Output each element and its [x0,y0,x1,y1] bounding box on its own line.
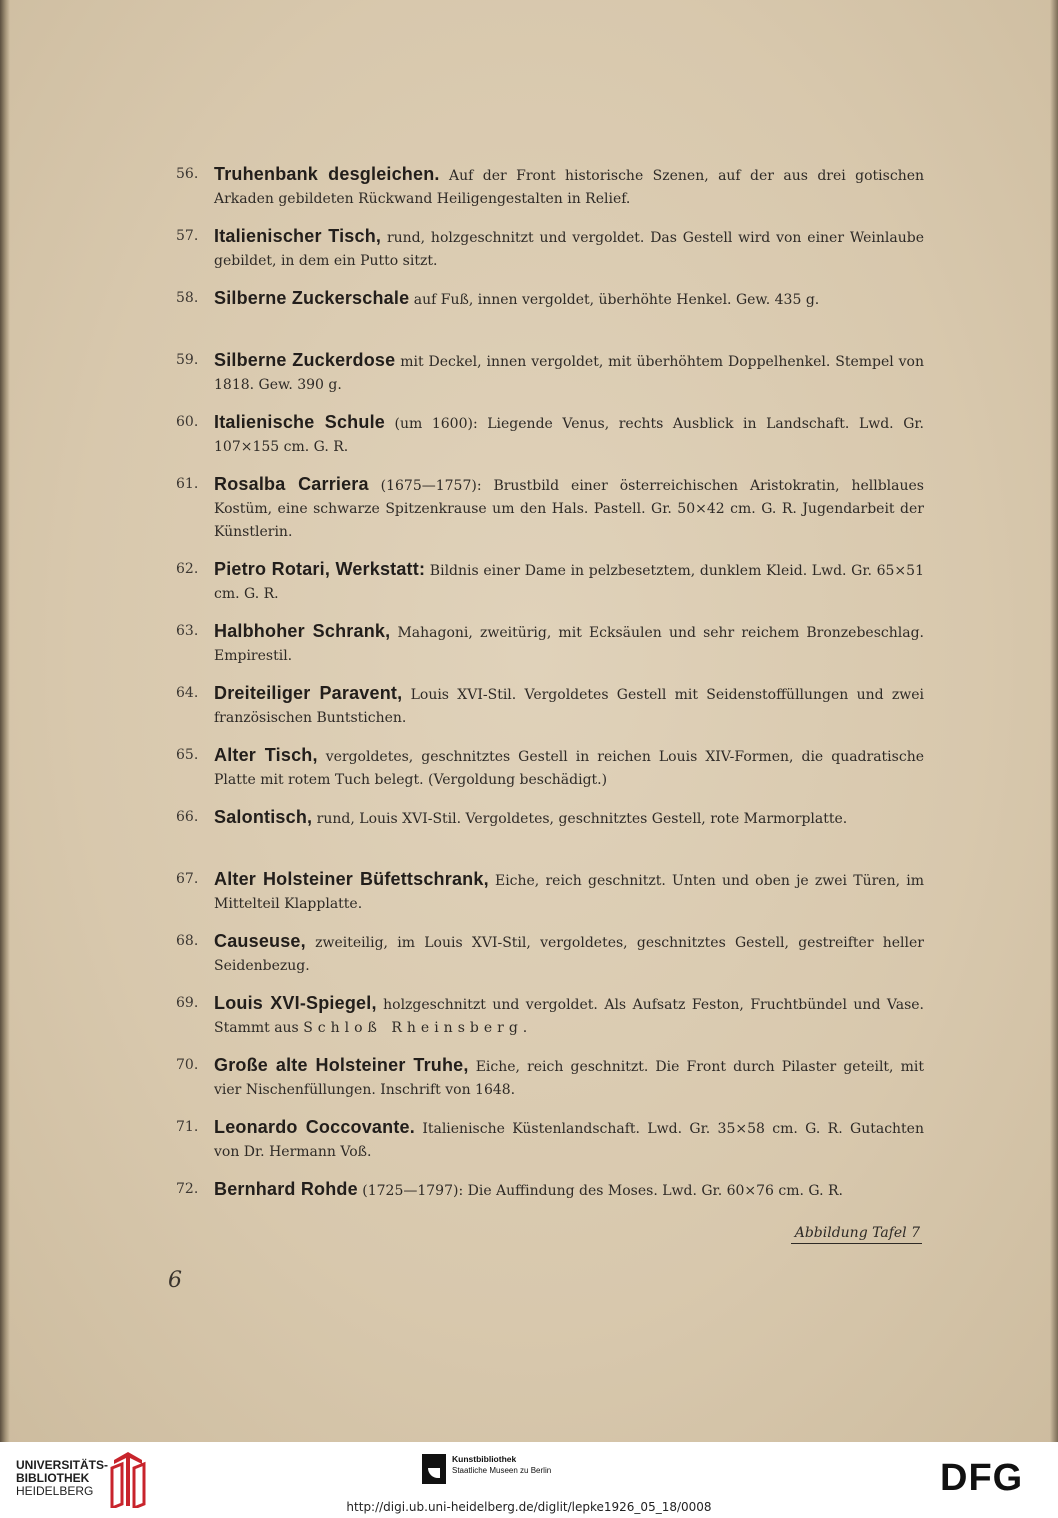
entry-number: 60. [176,414,199,430]
entry-number: 61. [176,476,199,492]
entry-text: rund, holzgeschnitzt und vergoldet. Das Gestell wird von einer Weinlaube gebildet, in dem ein Putto sitzt. [214,230,924,269]
entry-text: mit Deckel, innen vergoldet, mit überhöhtem Doppelhenkel. Stempel von 1818. Gew. 390 g. [214,354,924,393]
kb-title: Kunstbibliothek [452,1454,517,1464]
entry-text: (1725—1797): Die Auffindung des Moses. Lwd. Gr. 60×76 cm. G. R. [357,1183,844,1199]
entry-text: Louis XVI-Stil. Vergoldetes Gestell mit Seidenstoffüllungen und zwei französischen Buntstichen. [214,687,924,726]
entry-number: 63. [176,623,199,639]
catalog-entry [172,1054,924,1116]
catalog-entry [172,930,924,992]
entry-number: 69. [176,995,199,1011]
entry-number: 71. [176,1119,199,1135]
ub-logo-line: UNIVERSITÄTS- [16,1458,109,1472]
entry-number: 66. [176,809,199,825]
entry-heading: Pietro Rotari, Werkstatt: [214,559,426,579]
digitization-footer [0,1442,1058,1518]
entry-text: holzgeschnitzt und vergoldet. Als Aufsatz Feston, Fruchtbündel und Vase. Stammt aus [214,997,924,1036]
catalog-entry [172,806,924,845]
entry-heading: Dreiteiliger Paravent, [214,683,403,703]
catalog-entry [172,411,924,473]
catalog-entry [172,163,924,225]
dfg-logo[interactable]: DFG [940,1457,1024,1499]
entry-heading: Italienischer Tisch, [214,226,382,246]
entry-text-tail: . [522,1020,528,1036]
entry-heading: Salontisch, [214,807,313,827]
entry-heading: Silberne Zuckerdose [214,350,396,370]
catalog-entry [172,225,924,287]
catalog-entry [172,349,924,411]
entry-heading: Alter Holsteiner Büfettschrank, [214,869,489,889]
plate-reference: Abbildung Tafel 7 [791,1224,922,1244]
entry-number: 58. [176,290,199,306]
entry-heading: Große alte Holsteiner Truhe, [214,1055,469,1075]
entry-text: Auf der Front historische Szenen, auf der aus drei gotischen Arkaden gebildeten Rückwand Heiligengestalten in Relief. [214,168,925,207]
entry-text: Italienische Küstenlandschaft. Lwd. Gr. 35×58 cm. G. R. Gutachten von Dr. Hermann Voß. [214,1121,924,1160]
entry-number: 57. [176,228,199,244]
kunstbibliothek-mark-icon [422,1454,446,1484]
entry-heading: Leonardo Coccovante. [214,1117,415,1137]
page-edge-right [1050,0,1058,1442]
entry-heading: Italienische Schule [214,412,385,432]
page-edge-left [0,0,10,1442]
permalink-url[interactable]: http://digi.ub.uni-heidelberg.de/diglit/lepke1926_05_18/0008 [346,1500,712,1514]
entry-text: (1675—1757): Brustbild einer österreichischen Aristokratin, hellblaues Kostüm, eine schwarze Spitzenkrause um den Hals. Pastell. Gr. 50×42 cm. G. R. Jugendarbeit der Künstlerin. [214,478,924,540]
kb-subtitle: Staatliche Museen zu Berlin [452,1466,552,1475]
entry-number: 68. [176,933,199,949]
entry-text: vergoldetes, geschnitztes Gestell in reichen Louis XIV-Formen, die quadratische Platte mit rotem Tuch belegt. (Vergoldung beschädigt.) [214,749,924,788]
catalog-entry [172,682,924,744]
entry-number: 64. [176,685,199,701]
entry-text: (um 1600): Liegende Venus, rechts Ausblick in Landschaft. Lwd. Gr. 107×155 cm. G. R. [214,416,924,455]
ub-logo-line: BIBLIOTHEK [16,1471,90,1485]
ub-logo-line: HEIDELBERG [16,1484,94,1498]
entry-text: zweiteilig, im Louis XVI-Stil, vergoldetes, geschnitztes Gestell, gestreifter heller Seidenbezug. [214,935,924,974]
entry-heading: Bernhard Rohde [214,1179,358,1199]
entry-number: 67. [176,871,199,887]
entry-number: 59. [176,352,199,368]
entry-number: 62. [176,561,199,577]
entry-number: 56. [176,166,199,182]
catalog-entries [172,163,924,1240]
entry-heading: Truhenbank desgleichen. [214,164,440,184]
catalog-entry [172,287,924,326]
entry-number: 72. [176,1181,199,1197]
entry-text: auf Fuß, innen vergoldet, überhöhte Henkel. Gew. 435 g. [409,292,820,308]
entry-text: Bildnis einer Dame in pelzbesetztem, dunklem Kleid. Lwd. Gr. 65×51 cm. G. R. [214,563,924,602]
catalog-entry [172,1116,924,1178]
entry-heading: Louis XVI-Spiegel, [214,993,377,1013]
entry-text: Eiche, reich geschnitzt. Die Front durch Pilaster geteilt, mit vier Nischenfüllungen. Inschrift von 1648. [214,1059,924,1098]
ub-heidelberg-logo[interactable] [16,1459,108,1498]
catalog-entry [172,620,924,682]
entry-number: 65. [176,747,199,763]
entry-spaced-text: Schloß Rheinsberg [303,1020,523,1036]
entry-heading: Silberne Zuckerschale [214,288,410,308]
entry-heading: Alter Tisch, [214,745,318,765]
entry-heading: Rosalba Carriera [214,474,369,494]
catalog-entry [172,992,924,1054]
catalog-entry [172,558,924,620]
kunstbibliothek-logo[interactable] [452,1454,551,1476]
entry-number: 70. [176,1057,199,1073]
catalog-entry [172,473,924,558]
catalog-entry [172,1178,924,1240]
entry-heading: Causeuse, [214,931,306,951]
catalog-entry [172,744,924,806]
catalog-entry [172,868,924,930]
entry-text: Mahagoni, zweitürig, mit Ecksäulen und sehr reichem Bronzebeschlag. Empirestil. [214,625,924,664]
page-number: 6 [168,1268,182,1293]
entry-text: Eiche, reich geschnitzt. Unten und oben je zwei Türen, im Mittelteil Klapplatte. [214,873,924,912]
entry-heading: Halbhoher Schrank, [214,621,391,641]
entry-text: rund, Louis XVI-Stil. Vergoldetes, geschnitztes Gestell, rote Marmorplatte. [312,811,848,827]
